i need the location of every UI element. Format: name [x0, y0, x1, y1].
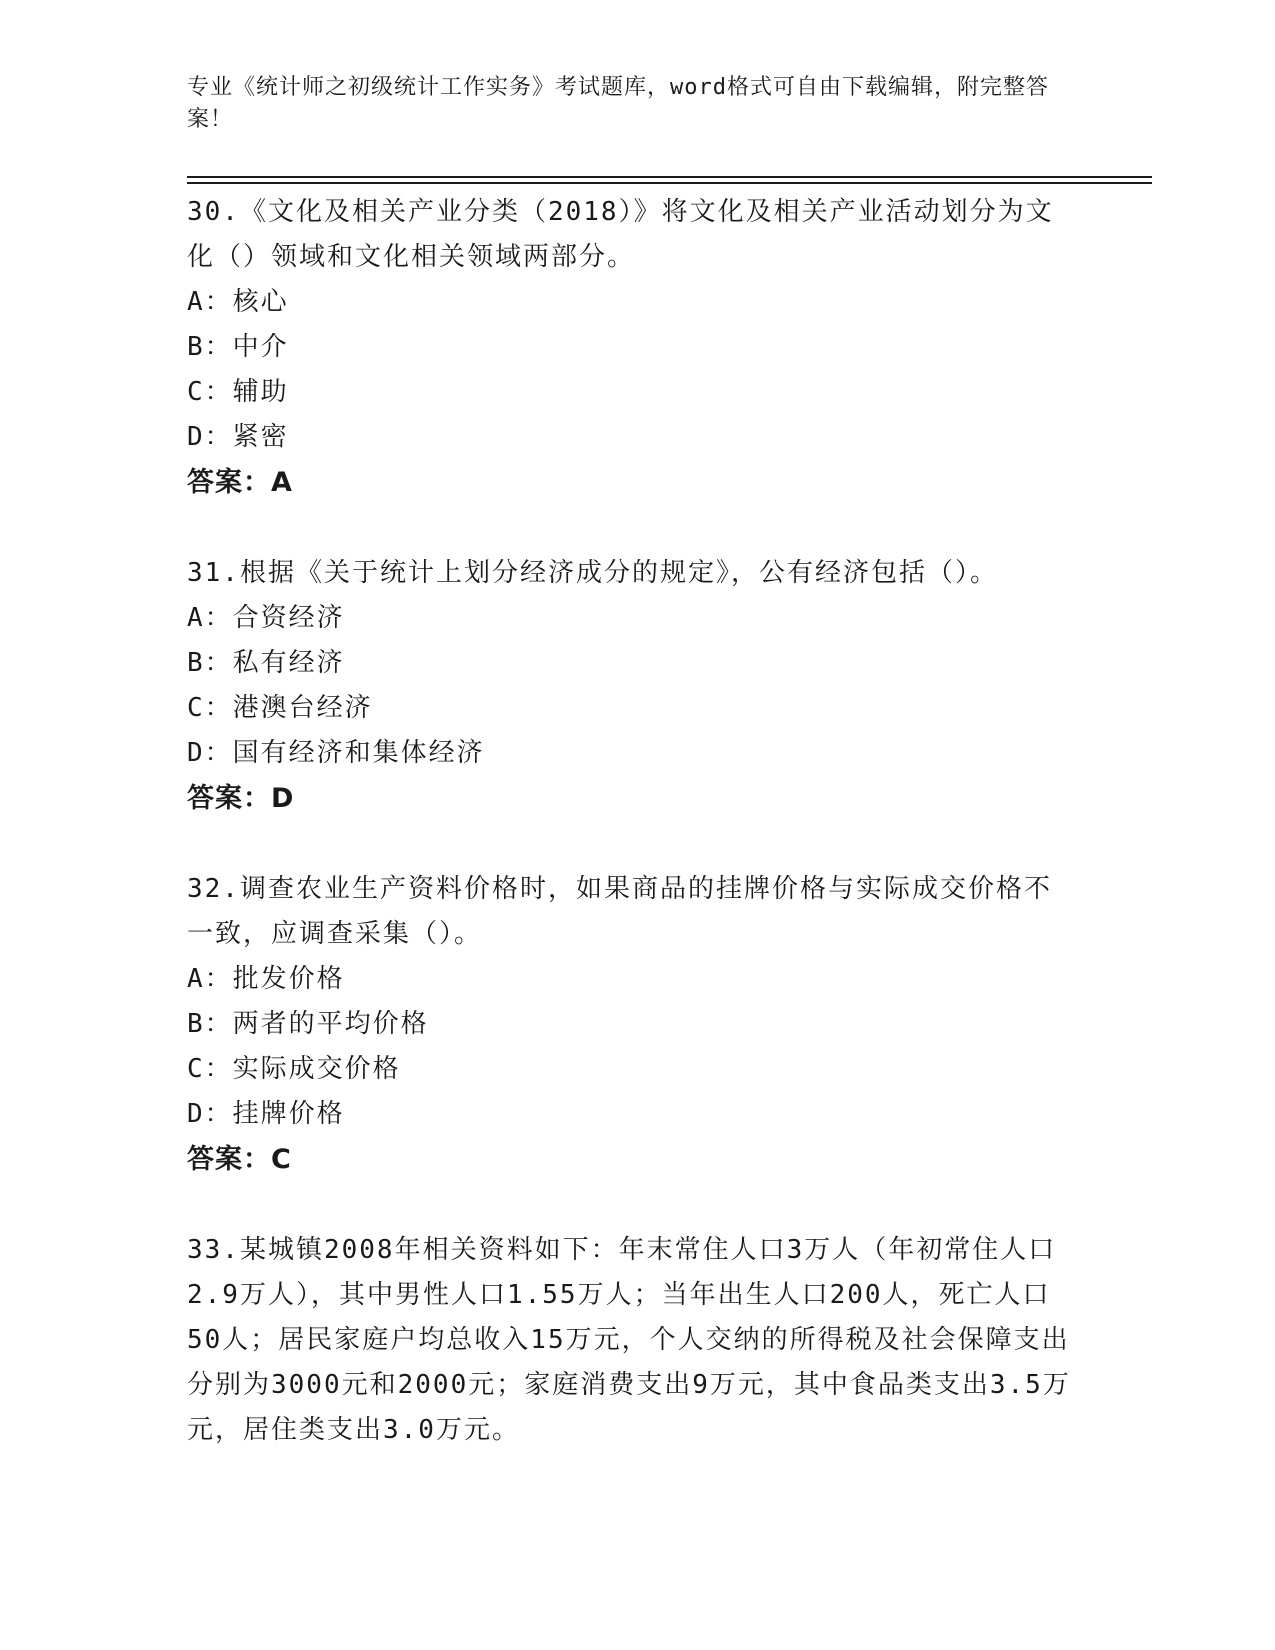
option-d: D：紧密 [187, 422, 289, 452]
option-b: B：中介 [187, 332, 289, 362]
question-text: 30.《文化及相关产业分类（2018）》将文化及相关产业活动划分为文化（）领域和文化相关领域两部分。 [187, 197, 1054, 272]
header-divider-top [187, 176, 1152, 178]
question-30 [187, 190, 1077, 505]
option-b: B：两者的平均价格 [187, 1009, 429, 1039]
option-d: D：挂牌价格 [187, 1099, 345, 1129]
option-a: A：核心 [187, 287, 289, 317]
answer: 答案：C [187, 1144, 292, 1175]
question-list [187, 190, 1077, 1499]
question-32 [187, 867, 1077, 1182]
document-header: 专业《统计师之初级统计工作实务》考试题库，word格式可自由下载编辑，附完整答案！ [187, 75, 1049, 132]
answer: 答案：A [187, 467, 293, 498]
question-33 [187, 1228, 1077, 1453]
answer: 答案：D [187, 783, 295, 814]
option-c: C：港澳台经济 [187, 693, 373, 723]
option-d: D：国有经济和集体经济 [187, 738, 485, 768]
question-text: 32.调查农业生产资料价格时，如果商品的挂牌价格与实际成交价格不一致，应调查采集（）。 [187, 874, 1052, 949]
question-31 [187, 551, 1077, 821]
header-divider-bottom [187, 182, 1152, 184]
question-text: 31.根据《关于统计上划分经济成分的规定》，公有经济包括（）。 [187, 558, 998, 588]
option-b: B：私有经济 [187, 648, 345, 678]
option-a: A：合资经济 [187, 603, 345, 633]
option-c: C：实际成交价格 [187, 1054, 401, 1084]
option-c: C：辅助 [187, 377, 289, 407]
option-a: A：批发价格 [187, 964, 345, 994]
question-text: 33.某城镇2008年相关资料如下：年末常住人口3万人（年初常住人口2.9万人），其中男性人口1.55万人；当年出生人口200人，死亡人口50人；居民家庭户均总收入15万元，个人交纳的所得税及社会保障支出分别为3000元和2000元；家庭消费支出9万元，其中食品类支出3.5万元，居住类支出3.0万元。 [187, 1235, 1071, 1445]
